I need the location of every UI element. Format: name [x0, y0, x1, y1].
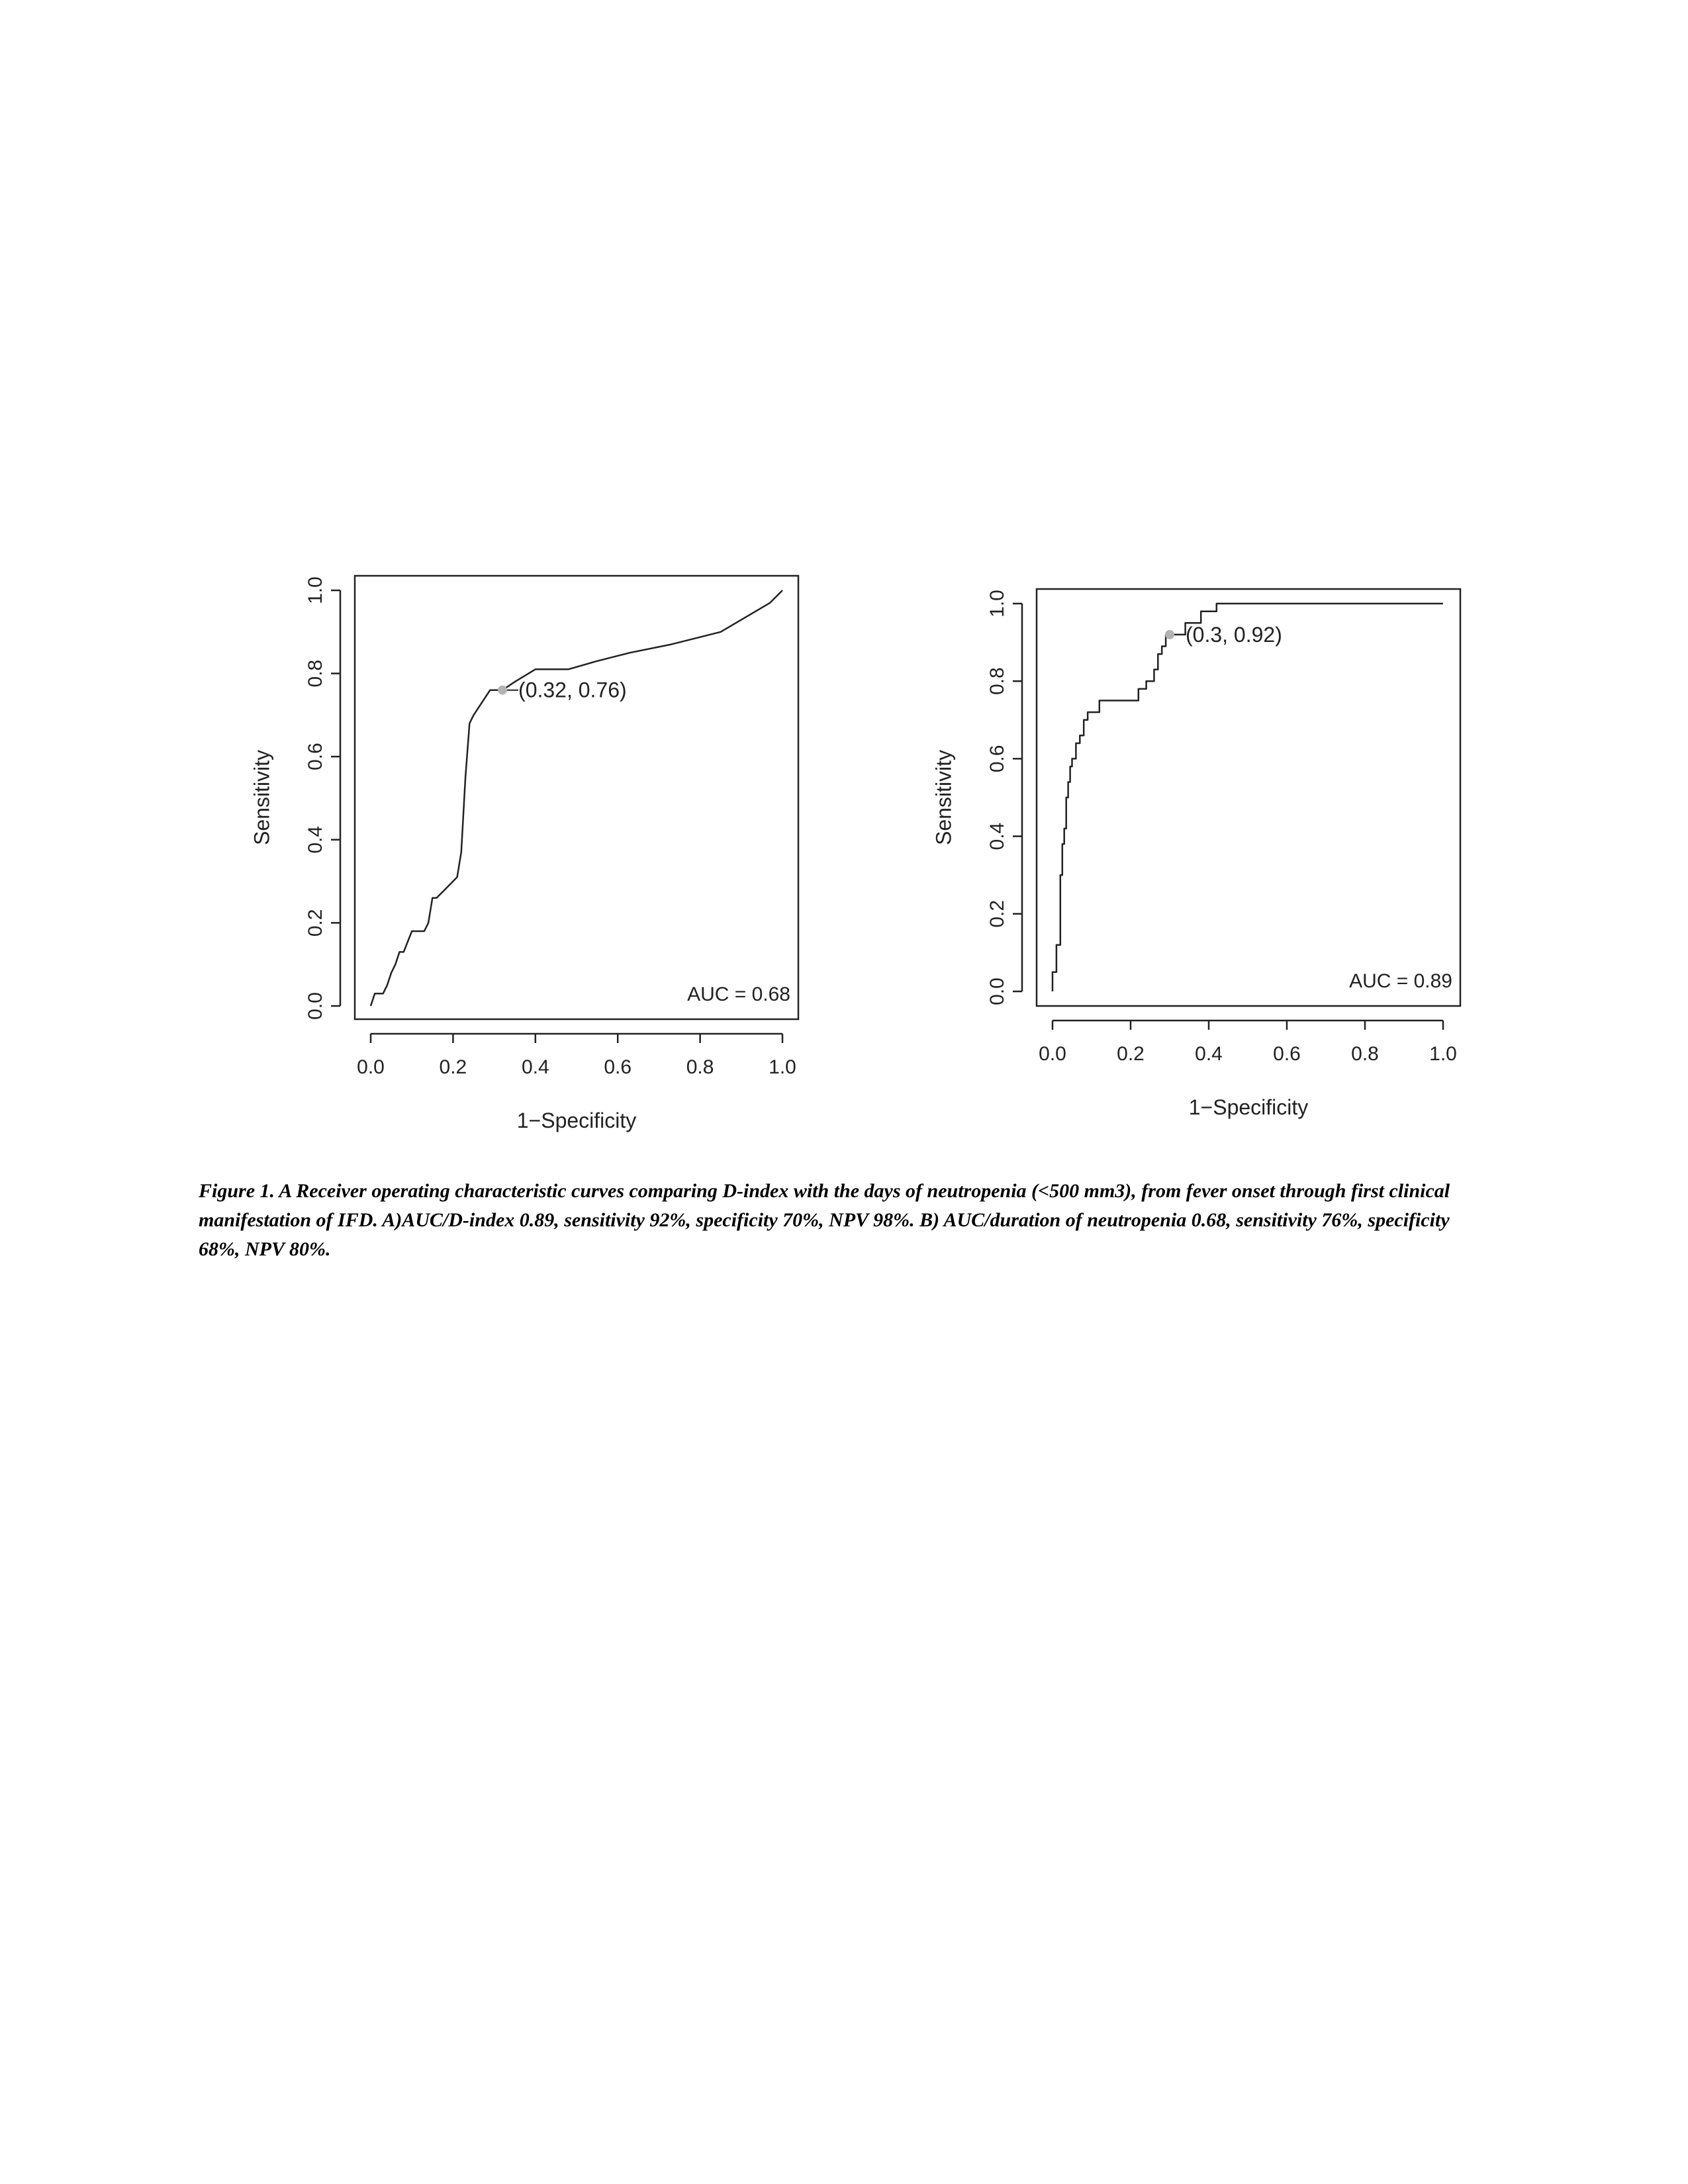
y-tick-label-right: 0.0	[986, 978, 1008, 1005]
y-tick-label-left: 0.4	[304, 825, 326, 854]
figure-caption: Figure 1. A Receiver operating characteristic curves comparing D-index with the days of neutropenia (<500 mm3), from fever onset through first clinical manifestation of IFD. A)AUC/D-index 0.89, sensitivity 92%, specificity 70%, NPV 98%. B) AUC/duration of neutropenia 0.68, sensitivity 76%, specificity 68%, NPV 80%.	[199, 1180, 1450, 1260]
y-tick-label-right: 0.6	[986, 745, 1008, 773]
y-tick-label-left: 1.0	[304, 576, 326, 604]
y-tick-label-left: 0.2	[304, 909, 326, 937]
y-tick-label-left: 0.0	[304, 992, 326, 1020]
x-tick-label-left: 0.4	[521, 1056, 549, 1078]
auc-label-right: AUC = 0.89	[1349, 970, 1452, 992]
roc-chart-right	[907, 563, 1503, 1138]
threshold-label-right: (0.3, 0.92)	[1186, 622, 1282, 647]
y-tick-label-right: 0.8	[986, 667, 1008, 696]
y-axis-title-left: Sensitivity	[250, 749, 274, 846]
x-tick-label-right: 1.0	[1429, 1043, 1457, 1065]
y-tick-label-right: 1.0	[986, 590, 1008, 617]
x-tick-label-left: 0.2	[439, 1056, 467, 1078]
y-tick-label-right: 0.2	[986, 899, 1008, 928]
x-tick-label-right: 0.0	[1039, 1043, 1066, 1065]
roc-curve-left	[371, 590, 782, 1006]
plot-frame-right	[1037, 589, 1460, 1006]
x-tick-label-left: 1.0	[769, 1056, 796, 1078]
threshold-point-right	[1165, 630, 1174, 639]
y-tick-label-left: 0.6	[304, 743, 326, 771]
x-tick-label-left: 0.0	[357, 1056, 385, 1078]
y-tick-label-right: 0.4	[986, 822, 1008, 850]
x-axis-title-left: 1−Specificity	[516, 1109, 637, 1132]
y-axis-title-right: Sensitivity	[931, 749, 956, 846]
x-axis-title-right: 1−Specificity	[1188, 1095, 1309, 1119]
auc-label-left: AUC = 0.68	[687, 983, 790, 1005]
threshold-point-left	[498, 686, 507, 695]
roc-chart-left	[218, 556, 814, 1152]
threshold-label-left: (0.32, 0.76)	[518, 678, 627, 702]
x-tick-label-left: 0.6	[604, 1056, 632, 1078]
roc-curve-right	[1053, 604, 1443, 991]
y-tick-label-left: 0.8	[304, 659, 326, 688]
x-tick-label-right: 0.8	[1351, 1043, 1379, 1065]
x-tick-label-left: 0.8	[686, 1056, 714, 1078]
x-tick-label-right: 0.4	[1195, 1043, 1223, 1065]
plot-frame-left	[355, 576, 798, 1019]
x-tick-label-right: 0.6	[1273, 1043, 1301, 1065]
x-tick-label-right: 0.2	[1117, 1043, 1145, 1065]
